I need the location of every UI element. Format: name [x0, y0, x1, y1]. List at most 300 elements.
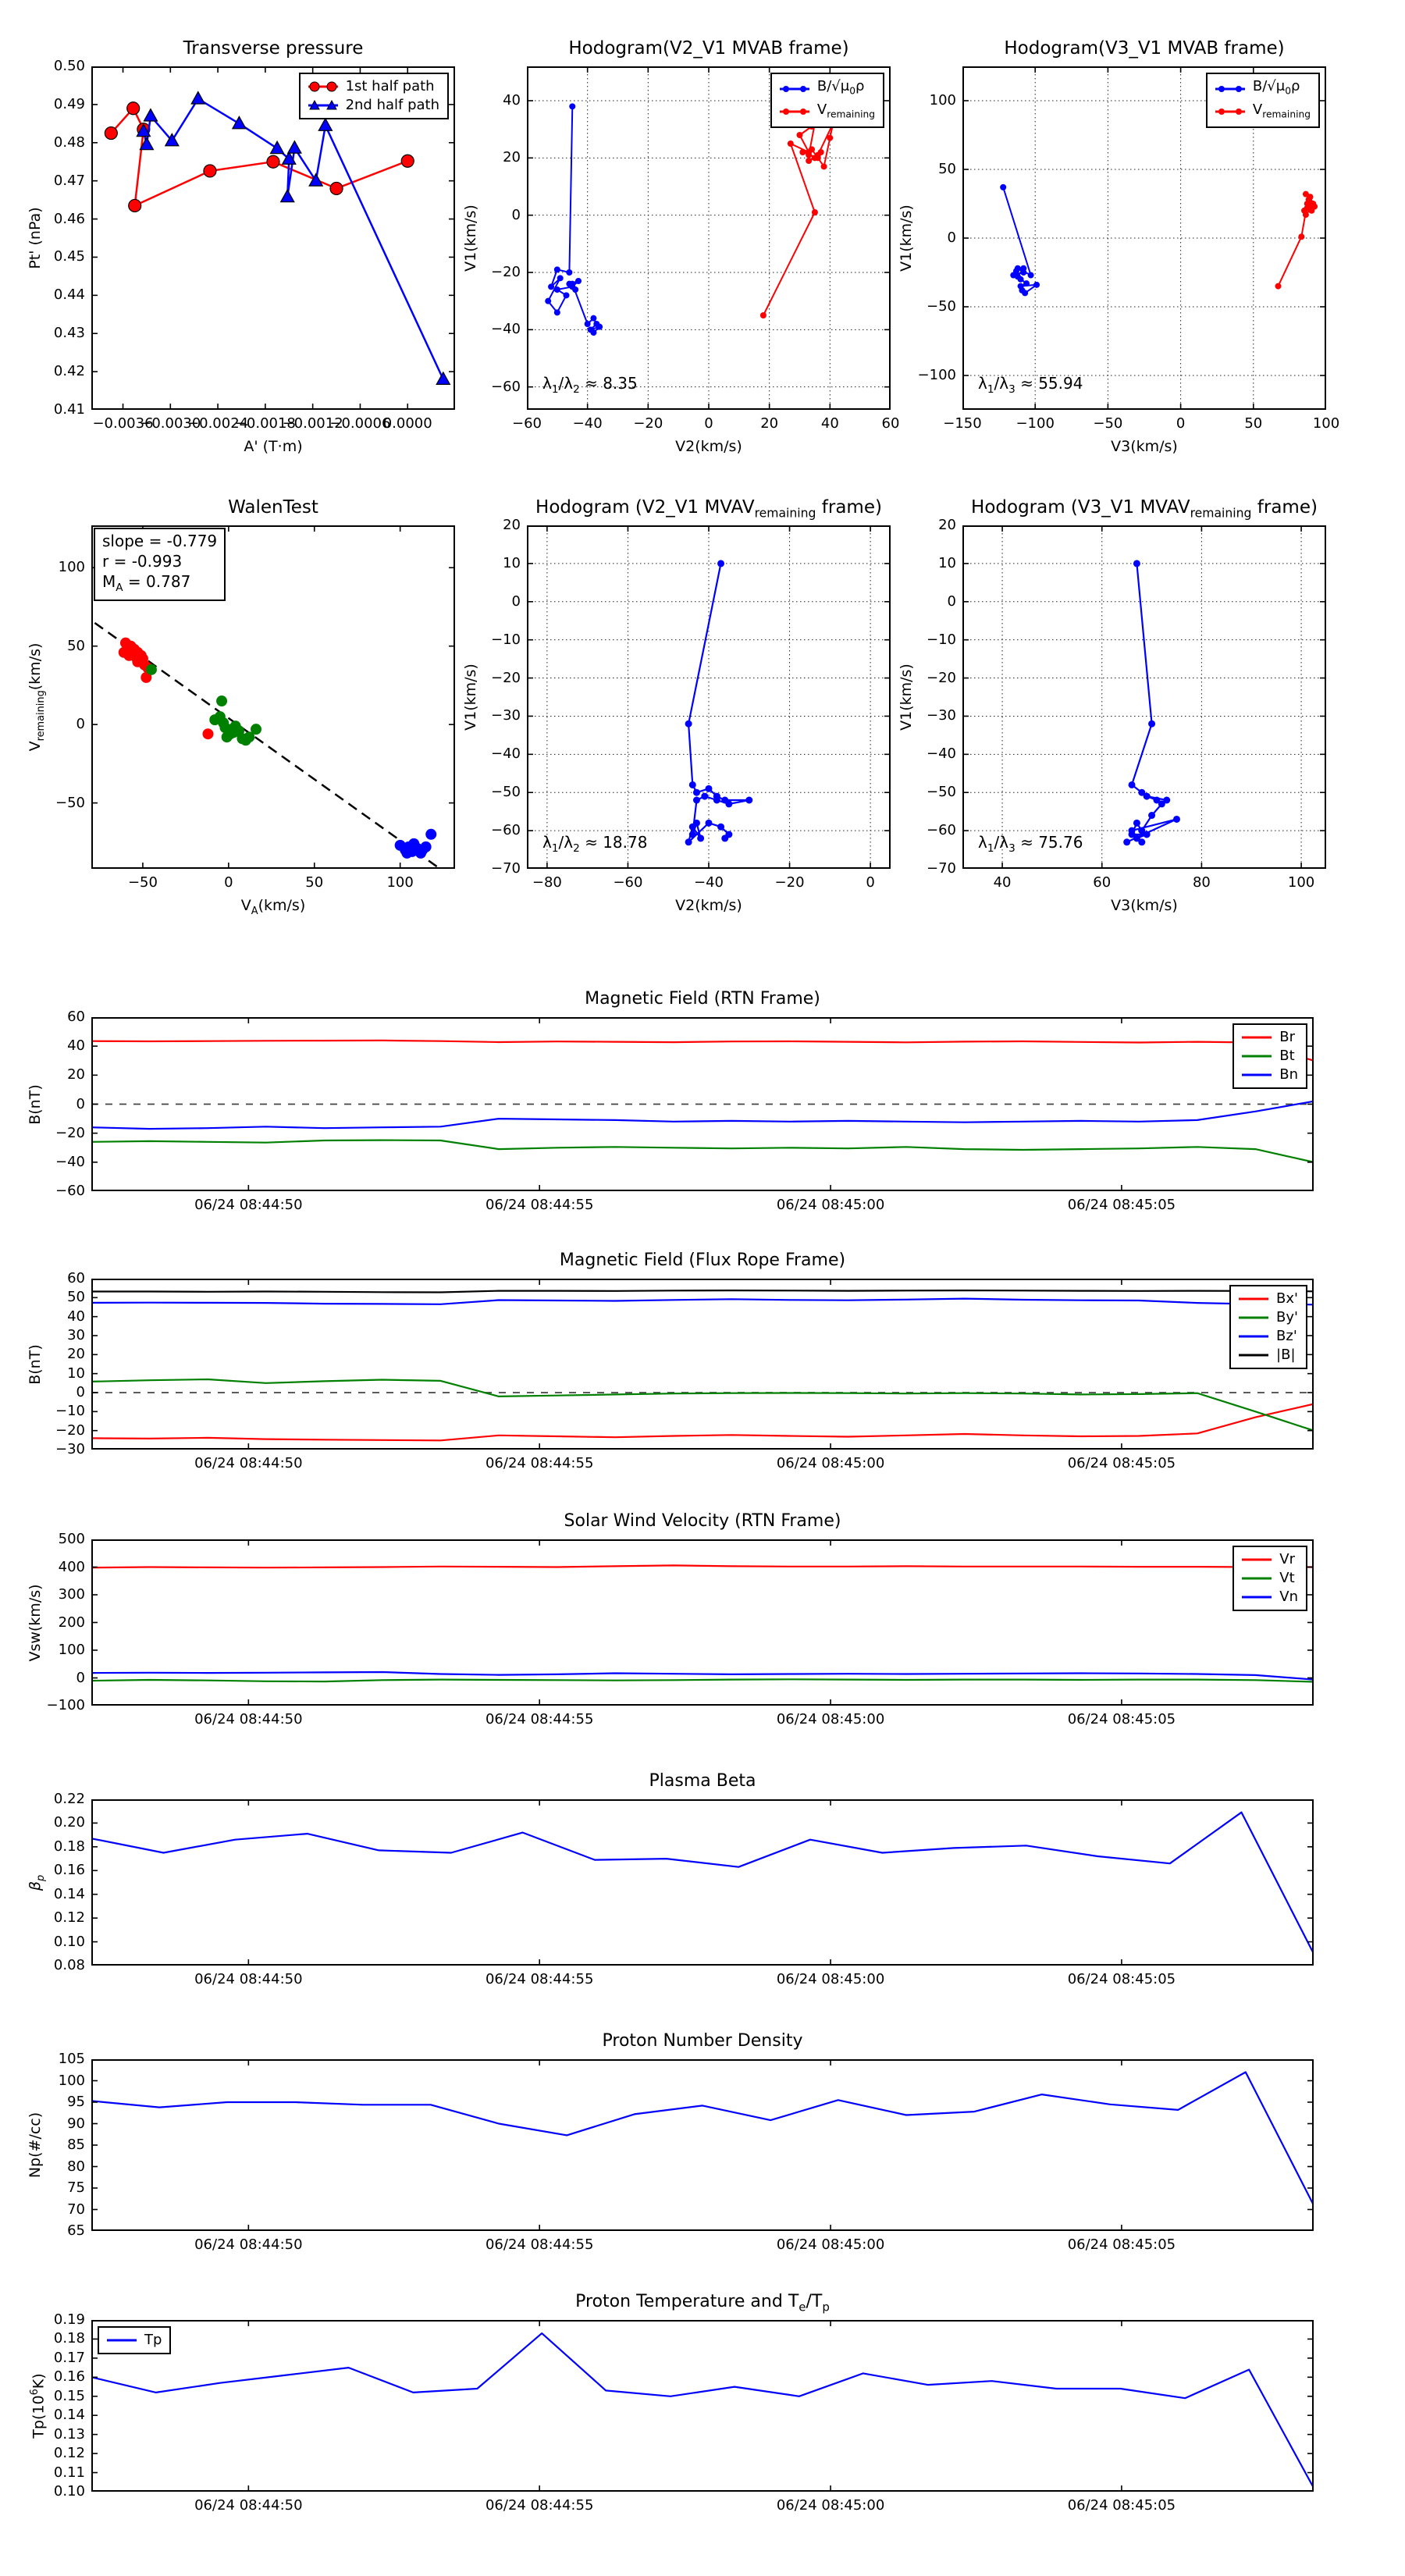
x-tick-label: 80 — [1192, 874, 1211, 891]
y-tick-label: 0.18 — [53, 2330, 85, 2347]
y-tick-label: 60 — [67, 1270, 85, 1286]
legend-entry — [778, 101, 875, 124]
marker-triangle — [271, 141, 284, 153]
marker-dot — [554, 266, 560, 272]
hodogram-v2v1-mvab-ylabel: V1(km/s) — [462, 205, 479, 272]
marker-dot — [1013, 268, 1019, 274]
y-tick-label: −20 — [491, 669, 521, 686]
y-tick-label: 80 — [67, 2158, 85, 2175]
marker-dot — [585, 321, 591, 327]
x-tick-label: 06/24 08:45:00 — [776, 1711, 885, 1727]
hodogram-v2v1-mvav-ylabel: V1(km/s) — [462, 664, 479, 731]
x-tick-label: −0.0012 — [282, 415, 343, 432]
marker-dot — [596, 324, 603, 330]
y-tick-label: −10 — [491, 631, 521, 648]
y-tick-label: −30 — [491, 707, 521, 724]
y-tick-label: 0.42 — [53, 363, 85, 380]
legend-sample-line — [1214, 105, 1247, 118]
marker-dot — [557, 275, 564, 281]
hodogram-v3v1-mvab-title: Hodogram(V3_V1 MVAB frame) — [1004, 38, 1285, 59]
y-tick-label: 10 — [938, 554, 956, 571]
hodogram-v2v1-mvab-xlabel: V2(km/s) — [675, 438, 742, 455]
marker-dot — [554, 286, 560, 293]
y-tick-label: −70 — [927, 860, 956, 877]
vsw-rtn-series-Vn — [91, 1672, 1314, 1680]
x-tick-label: −150 — [943, 415, 982, 432]
marker-dot — [1133, 820, 1140, 827]
walen-test-stats-box: slope = -0.779 r = -0.993 $M_A = 0.787$ — [94, 528, 226, 601]
axes-spines — [92, 1279, 1313, 1449]
legend-entry — [307, 96, 439, 115]
y-tick-label: 0.18 — [53, 1838, 85, 1855]
vsw-rtn-series-Vt — [91, 1679, 1314, 1681]
legend-sample-line — [1214, 83, 1247, 95]
legend-label: $V_{remaining}$ — [1252, 101, 1311, 120]
marker-triangle — [144, 109, 157, 121]
y-tick-label: 0.12 — [53, 2445, 85, 2462]
y-tick-label: 0.50 — [53, 58, 85, 74]
y-tick-label: 105 — [58, 2051, 85, 2067]
y-tick-label: 100 — [58, 559, 85, 576]
y-tick-label: 0.20 — [53, 1814, 85, 1831]
legend-label: Vn — [1279, 1589, 1298, 1605]
marker-dot — [554, 309, 560, 315]
b-rtn-series-Bn — [91, 1101, 1314, 1129]
x-tick-label: 06/24 08:45:00 — [776, 1197, 885, 1213]
axes-spines — [92, 1800, 1313, 1965]
legend-sample-line — [307, 99, 340, 112]
marker-circle — [105, 127, 117, 140]
marker-triangle — [288, 141, 301, 153]
legend-sample-line — [1240, 1572, 1273, 1585]
y-tick-label: 0 — [76, 716, 85, 733]
marker-dot — [797, 132, 803, 138]
x-tick-label: 0 — [866, 874, 875, 891]
legend-label: 1st half path — [345, 78, 435, 94]
marker-dot — [1144, 831, 1151, 838]
y-tick-label: −40 — [55, 1153, 85, 1170]
x-tick-label: −20 — [774, 874, 805, 891]
hodogram-v2v1-mvab-series-B/sqrt(mu0 rho) — [548, 106, 599, 333]
legend-entry — [1237, 1327, 1298, 1346]
x-tick-label: 0 — [224, 874, 233, 891]
y-tick-label: 0.47 — [53, 172, 85, 189]
legend-sample-line — [307, 80, 340, 93]
proton-temperature-ylabel: $Tp(10^6K)$ — [29, 2373, 48, 2439]
marker-dot — [563, 292, 569, 298]
marker-dot — [1129, 827, 1136, 834]
marker-dot — [566, 269, 572, 276]
y-tick-label: 0 — [511, 206, 521, 223]
marker-dot — [575, 278, 582, 284]
legend-sample-line — [105, 2334, 138, 2347]
marker-dot — [788, 141, 794, 147]
y-tick-label: 20 — [67, 1346, 85, 1363]
hodogram-v3v1-mvab-legend — [1206, 73, 1320, 128]
y-tick-label: 0.45 — [53, 248, 85, 265]
y-tick-label: −60 — [927, 822, 956, 839]
marker-dot — [721, 834, 728, 841]
y-tick-label: 30 — [67, 1327, 85, 1343]
y-tick-label: 0.10 — [53, 2483, 85, 2500]
marker-triangle — [318, 119, 332, 130]
y-tick-label: −50 — [927, 784, 956, 801]
y-tick-label: 60 — [67, 1009, 85, 1025]
b-fluxrope-series-Bx' — [91, 1404, 1314, 1441]
x-tick-label: 40 — [993, 874, 1012, 891]
legend-label: $B/√\mu_0\rho$ — [816, 78, 865, 97]
y-tick-label: 300 — [58, 1586, 85, 1603]
marker-dot — [1148, 720, 1155, 728]
legend-label: $B/√\mu_0\rho$ — [1252, 78, 1300, 97]
x-tick-label: −0.0018 — [234, 415, 296, 432]
marker-circle — [129, 199, 141, 212]
vsw-rtn-title: Solar Wind Velocity (RTN Frame) — [564, 1511, 841, 1531]
y-tick-label: 75 — [67, 2179, 85, 2196]
marker-triangle — [191, 92, 205, 104]
y-tick-label: 100 — [58, 2072, 85, 2089]
x-tick-label: 50 — [1244, 415, 1263, 432]
marker-dot — [689, 831, 696, 838]
x-tick-label: −0.0030 — [140, 415, 201, 432]
y-tick-label: 20 — [67, 1066, 85, 1083]
x-tick-label: 06/24 08:44:50 — [194, 2236, 303, 2253]
legend-entry — [1214, 101, 1311, 124]
b-rtn-plot-area — [91, 1017, 1314, 1191]
x-tick-label: 06/24 08:44:55 — [485, 1455, 594, 1471]
x-tick-label: 06/24 08:44:50 — [194, 1971, 303, 1987]
marker-dot — [548, 283, 554, 290]
x-tick-label: 100 — [386, 874, 414, 891]
y-tick-label: 50 — [938, 161, 956, 177]
marker-dot — [146, 664, 157, 675]
y-tick-label: −100 — [46, 1697, 85, 1713]
plasma-beta-ylabel: $\beta_p$ — [27, 1874, 47, 1891]
marker-dot — [251, 724, 261, 735]
legend-sample-line — [1237, 1311, 1270, 1324]
y-tick-label: −50 — [491, 784, 521, 801]
legend-label: Bz' — [1276, 1328, 1297, 1344]
b-rtn-ylabel: B(nT) — [27, 1083, 44, 1125]
legend-label: Bt — [1279, 1048, 1295, 1064]
hodogram-v3v1-mvab-ylabel: V1(km/s) — [898, 205, 915, 272]
y-tick-label: 70 — [67, 2201, 85, 2218]
marker-dot — [240, 735, 251, 745]
y-tick-label: 0.43 — [53, 325, 85, 342]
y-tick-label: 0.16 — [53, 1862, 85, 1879]
plasma-beta-series-beta_p — [91, 1813, 1314, 1954]
y-tick-label: −40 — [491, 745, 521, 763]
y-tick-label: 0 — [947, 229, 956, 246]
hodogram-v3v1-mvav-xlabel: V3(km/s) — [1111, 897, 1178, 914]
marker-dot — [706, 820, 713, 827]
marker-triangle — [436, 372, 450, 384]
marker-dot — [806, 152, 812, 158]
y-tick-label: 0.48 — [53, 133, 85, 151]
marker-dot — [717, 824, 724, 831]
legend-entry — [1240, 1569, 1298, 1588]
legend-sample-line — [1240, 1050, 1273, 1062]
y-tick-label: 40 — [503, 92, 521, 109]
marker-triangle — [281, 190, 294, 201]
legend-entry — [1240, 1047, 1298, 1066]
legend-label: Br — [1279, 1029, 1295, 1045]
marker-circle — [267, 155, 279, 168]
marker-circle — [127, 102, 140, 115]
legend-sample-line — [1240, 1591, 1273, 1603]
x-tick-label: 06/24 08:45:00 — [776, 1455, 885, 1471]
marker-circle — [401, 155, 414, 167]
x-tick-label: 06/24 08:45:05 — [1067, 1197, 1176, 1213]
y-tick-label: 0.41 — [53, 401, 85, 418]
legend-label: $V_{remaining}$ — [816, 101, 875, 120]
x-tick-label: −50 — [1093, 415, 1123, 432]
y-tick-label: 0.16 — [53, 2368, 85, 2386]
x-tick-label: 06/24 08:44:55 — [485, 1197, 594, 1213]
legend-sample-line — [1237, 1330, 1270, 1343]
y-tick-label: −60 — [491, 378, 521, 395]
x-tick-label: −60 — [512, 415, 542, 432]
x-tick-label: 06/24 08:44:55 — [485, 1711, 594, 1727]
y-tick-label: −40 — [491, 321, 521, 338]
y-tick-label: 50 — [67, 637, 85, 654]
y-tick-label: −70 — [491, 860, 521, 877]
x-tick-label: 06/24 08:44:55 — [485, 2236, 594, 2253]
y-tick-label: 0.19 — [53, 2311, 85, 2328]
b-rtn-legend — [1232, 1023, 1307, 1089]
marker-dot — [202, 728, 213, 739]
marker-dot — [760, 312, 767, 318]
marker-dot — [1019, 287, 1025, 294]
marker-dot — [827, 135, 833, 141]
proton-temperature-title: Proton Temperature and $T_e/T_p$ — [575, 2292, 830, 2314]
y-tick-label: 0.08 — [53, 1957, 85, 1973]
hodogram-v3v1-mvav-ylabel: V1(km/s) — [898, 664, 915, 731]
marker-dot — [572, 286, 578, 293]
legend-entry — [1240, 1028, 1298, 1047]
y-tick-label: 40 — [67, 1037, 85, 1055]
legend-label: Bx' — [1276, 1290, 1298, 1307]
x-tick-label: 100 — [1287, 874, 1315, 891]
x-tick-label: 06/24 08:44:50 — [194, 2497, 303, 2514]
marker-dot — [1033, 282, 1040, 288]
x-tick-label: −50 — [127, 874, 158, 891]
marker-dot — [590, 329, 596, 336]
hodogram-v3v1-mvab-xlabel: V3(km/s) — [1111, 438, 1178, 455]
marker-dot — [401, 848, 412, 859]
transverse-pressure-title: Transverse pressure — [183, 38, 364, 59]
marker-dot — [1144, 793, 1151, 800]
y-tick-label: 100 — [929, 92, 956, 109]
x-tick-label: 0 — [704, 415, 713, 432]
y-tick-label: −20 — [55, 1124, 85, 1141]
transverse-pressure-xlabel: A' (T·m) — [244, 438, 303, 455]
marker-dot — [701, 793, 708, 800]
hodogram-v2v1-mvav-lambda-annotation: $\lambda_1/\lambda_2 \approx 18.78$ — [542, 833, 648, 855]
marker-dot — [725, 800, 732, 807]
legend-entry — [1237, 1308, 1298, 1327]
y-tick-label: −100 — [917, 367, 956, 383]
vsw-rtn-plot-area — [91, 1539, 1314, 1706]
transverse-pressure-legend — [299, 73, 449, 119]
y-tick-label: 0.44 — [53, 286, 85, 304]
marker-dot — [693, 789, 700, 796]
legend-label: Vt — [1279, 1570, 1295, 1586]
x-tick-label: 06/24 08:44:50 — [194, 1711, 303, 1727]
b-rtn-series-Br — [91, 1041, 1314, 1061]
hodogram-v2v1-mvav-xlabel: V2(km/s) — [675, 897, 742, 914]
x-tick-label: −60 — [613, 874, 643, 891]
legend-entry — [1240, 1550, 1298, 1569]
marker-dot — [1000, 184, 1006, 190]
legend-entry — [778, 77, 875, 101]
y-tick-label: 40 — [67, 1308, 85, 1325]
proton-density-plot-area — [91, 2059, 1314, 2231]
x-tick-label: 06/24 08:44:55 — [485, 1971, 594, 1987]
x-tick-label: 06/24 08:44:55 — [485, 2497, 594, 2514]
marker-dot — [818, 149, 824, 155]
marker-dot — [590, 315, 596, 322]
legend-entry — [105, 2331, 162, 2350]
y-tick-label: 0 — [511, 592, 521, 610]
marker-dot — [689, 824, 696, 831]
x-tick-label: 60 — [881, 415, 900, 432]
marker-dot — [685, 838, 692, 845]
plasma-beta-title: Plasma Beta — [649, 1771, 756, 1791]
proton-temperature-plot-area — [91, 2320, 1314, 2492]
y-tick-label: 0.14 — [53, 2407, 85, 2424]
legend-label: By' — [1276, 1309, 1298, 1325]
legend-label: Vr — [1279, 1551, 1295, 1567]
y-tick-label: −50 — [55, 794, 85, 811]
y-tick-label: 20 — [503, 517, 521, 533]
legend-sample-line — [1240, 1069, 1273, 1081]
y-tick-label: 0.15 — [53, 2387, 85, 2404]
b-fluxrope-series-Bz' — [91, 1299, 1314, 1305]
legend-label: Tp — [144, 2332, 162, 2348]
y-tick-label: 85 — [67, 2137, 85, 2153]
x-tick-label: −100 — [1016, 415, 1055, 432]
x-tick-label: 40 — [820, 415, 839, 432]
x-tick-label: 06/24 08:45:05 — [1067, 1971, 1176, 1987]
vsw-rtn-ylabel: Vsw(km/s) — [27, 1583, 44, 1662]
y-tick-label: −60 — [491, 822, 521, 839]
marker-dot — [1303, 191, 1309, 197]
y-tick-label: −30 — [927, 707, 956, 724]
y-tick-label: 400 — [58, 1558, 85, 1575]
marker-dot — [1298, 233, 1304, 240]
marker-circle — [330, 182, 343, 194]
y-tick-label: 0.17 — [53, 2349, 85, 2366]
x-tick-label: −20 — [633, 415, 663, 432]
marker-dot — [1023, 280, 1030, 286]
hodogram-v3v1-mvav-lambda-annotation: $\lambda_1/\lambda_3 \approx 75.76$ — [978, 833, 1083, 855]
marker-dot — [1173, 816, 1180, 823]
x-tick-label: −40 — [694, 874, 724, 891]
hodogram-v2v1-mvav-title: Hodogram (V2_V1 $MVAV_{remaining}$ frame) — [535, 497, 882, 521]
y-tick-label: 0 — [947, 592, 956, 610]
marker-triangle — [233, 116, 246, 128]
marker-dot — [1028, 272, 1034, 279]
y-tick-label: −60 — [55, 1183, 85, 1199]
hodogram-v3v1-mvav-plot-area — [962, 525, 1326, 869]
hodogram-v3v1-mvab-lambda-annotation: $\lambda_1/\lambda_3 \approx 55.94$ — [978, 374, 1083, 396]
x-tick-label: 60 — [1093, 874, 1112, 891]
x-tick-label: 06/24 08:45:05 — [1067, 2236, 1176, 2253]
x-tick-label: 06/24 08:45:00 — [776, 2497, 885, 2514]
marker-dot — [1306, 199, 1312, 205]
x-tick-label: −0.0036 — [92, 415, 154, 432]
walen-test-ylabel: $V_{remaining}(km/s)$ — [27, 642, 47, 752]
marker-dot — [119, 647, 130, 658]
y-tick-label: 100 — [58, 1642, 85, 1658]
y-tick-label: 20 — [503, 149, 521, 166]
y-tick-label: −10 — [55, 1403, 85, 1420]
hodogram-v2v1-mvab-lambda-annotation: $\lambda_1/\lambda_2 \approx 8.35$ — [542, 374, 638, 396]
marker-dot — [216, 696, 227, 706]
marker-circle — [204, 165, 216, 177]
marker-dot — [569, 103, 575, 109]
marker-dot — [812, 209, 818, 215]
marker-dot — [1311, 204, 1318, 210]
y-tick-label: 0.12 — [53, 1909, 85, 1927]
legend-sample-line — [778, 105, 811, 118]
legend-sample-line — [1237, 1293, 1270, 1305]
marker-dot — [425, 829, 436, 840]
x-tick-label: 06/24 08:44:50 — [194, 1197, 303, 1213]
y-tick-label: −30 — [55, 1441, 85, 1457]
transverse-pressure-series-2nd half path — [144, 99, 443, 379]
b-fluxrope-plot-area — [91, 1279, 1314, 1450]
y-tick-label: 0.14 — [53, 1885, 85, 1902]
hodogram-v2v1-mvab-title: Hodogram(V2_V1 MVAB frame) — [568, 38, 849, 59]
x-tick-label: 06/24 08:45:00 — [776, 2236, 885, 2253]
marker-dot — [689, 781, 696, 788]
marker-dot — [1129, 781, 1136, 788]
y-tick-label: 0.13 — [53, 2425, 85, 2443]
x-tick-label: 20 — [760, 415, 779, 432]
x-tick-label: 06/24 08:44:50 — [194, 1455, 303, 1471]
y-tick-label: 95 — [67, 2094, 85, 2110]
x-tick-label: −40 — [572, 415, 603, 432]
marker-dot — [1133, 560, 1140, 567]
b-fluxrope-legend — [1229, 1285, 1307, 1369]
axes-spines — [92, 2321, 1313, 2491]
marker-dot — [1148, 812, 1155, 819]
legend-label: 2nd half path — [345, 97, 439, 113]
y-tick-label: 0.49 — [53, 95, 85, 112]
marker-dot — [812, 155, 818, 161]
y-tick-label: 0.11 — [53, 2464, 85, 2481]
x-tick-label: 50 — [305, 874, 324, 891]
legend-entry — [1240, 1066, 1298, 1084]
b-fluxrope-title: Magnetic Field (Flux Rope Frame) — [559, 1251, 846, 1270]
y-tick-label: −10 — [927, 631, 956, 648]
x-tick-label: 06/24 08:45:00 — [776, 1971, 885, 1987]
legend-sample-line — [1237, 1349, 1270, 1361]
y-tick-label: 500 — [58, 1531, 85, 1547]
proton-density-ylabel: Np(#/cc) — [27, 2112, 44, 2179]
marker-dot — [1303, 212, 1309, 218]
legend-sample-line — [1240, 1553, 1273, 1566]
x-tick-label: 0 — [1176, 415, 1186, 432]
marker-dot — [821, 163, 827, 169]
b-fluxrope-series-|B| — [91, 1290, 1314, 1292]
hodogram-v2v1-mvav-plot-area — [527, 525, 891, 869]
y-tick-label: 90 — [67, 2115, 85, 2132]
x-tick-label: 06/24 08:45:05 — [1067, 2497, 1176, 2514]
y-tick-label: 0 — [76, 1669, 85, 1686]
